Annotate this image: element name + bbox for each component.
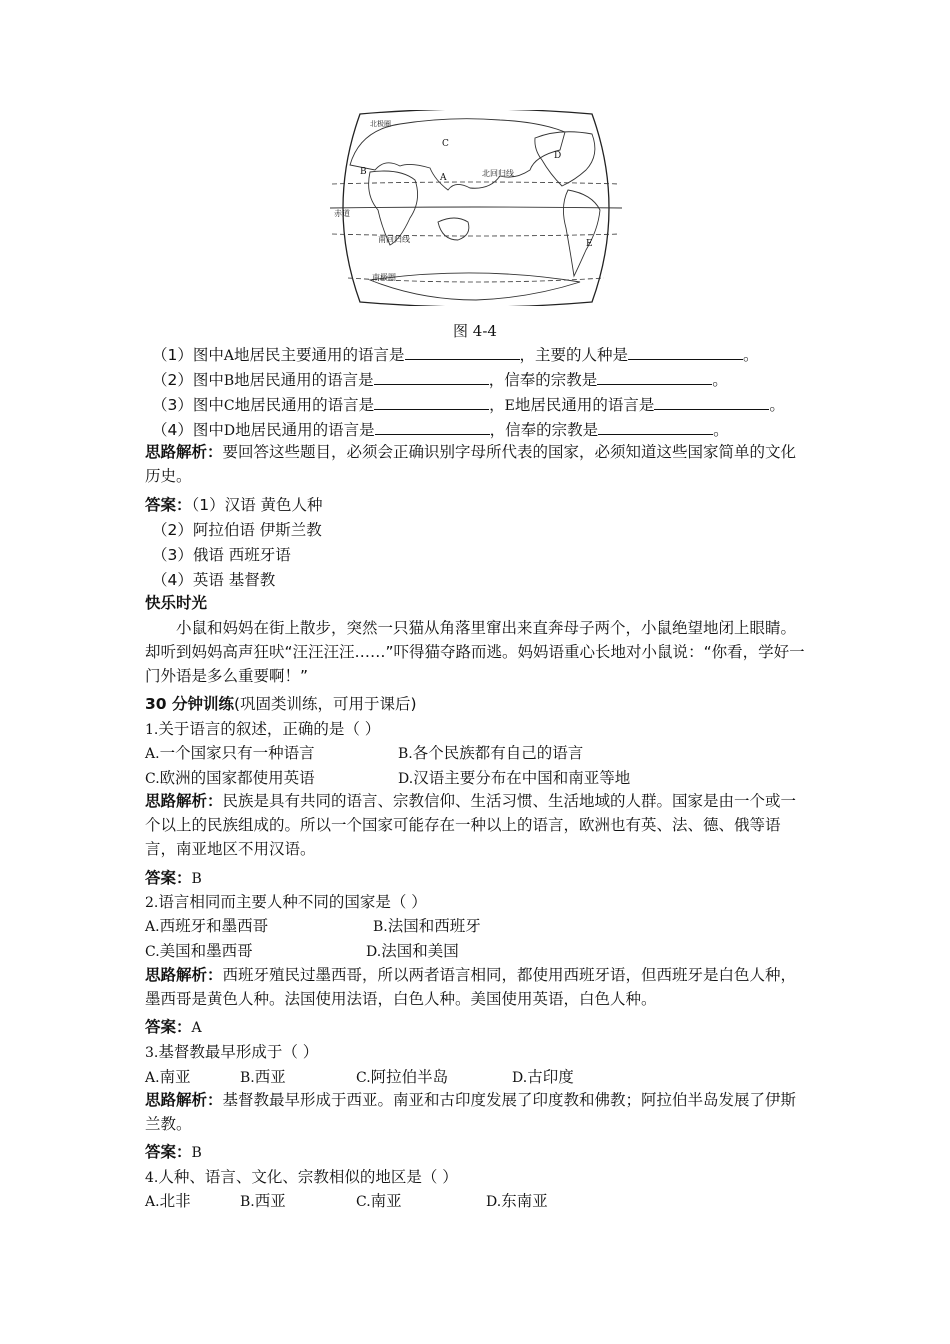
q1-analysis: 思路解析：民族是具有共同的语言、宗教信仰、生活习惯、生活地域的人群。国家是由一个或一个以上的民族组成的。所以一个国家可能存在一种以上的语言，欧洲也有英、法、德、俄等语言，南亚地区不用汉语。 [145,792,797,858]
happy-time-text: 小鼠和妈妈在街上散步，突然一只猫从角落里窜出来直奔母子两个，小鼠绝望地闭上眼睛。却听到妈妈高声狂吠“汪汪汪汪……”吓得猫夺路而逃。妈妈语重心长地对小鼠说：“你看，学好一门外语是多么重要啊！” [145,619,805,685]
answer-blank[interactable] [374,370,489,385]
q2-option-a[interactable]: A.西班牙和墨西哥 [145,917,269,935]
world-map [330,110,622,306]
question-4: 4.人种、语言、文化、宗教相似的地区是（ ） [145,1168,458,1186]
q2-option-b[interactable]: B.法国和西班牙 [373,917,481,935]
fill-question-1: （1）图中A地居民主要通用的语言是 ，主要的人种是 。 [152,346,759,364]
q3-option-a[interactable]: A.南亚 [145,1068,191,1086]
answer-blank[interactable] [405,345,520,360]
analysis-1: 思路解析：要回答这些题目，必须会正确识别字母所代表的国家，必须知道这些国家简单的文化历史。 [145,443,797,485]
q2-option-c[interactable]: C.美国和墨西哥 [145,942,253,960]
answer-blank[interactable] [374,395,489,410]
q1-answer: 答案：B [145,869,202,887]
label-south-tropic: 南回归线 [378,235,410,244]
q2-option-d[interactable]: D.法国和美国 [366,942,459,960]
answer-1-line-3: （3）俄语 西班牙语 [152,546,291,564]
question-1: 1.关于语言的叙述，正确的是（ ） [145,720,381,738]
q2-analysis: 思路解析：西班牙殖民过墨西哥，所以两者语言相同，都使用西班牙语，但西班牙是白色人种，墨西哥是黄色人种。法国使用法语，白色人种。美国使用英语，白色人种。 [145,966,797,1008]
answer-blank[interactable] [654,395,769,410]
fill-question-2: （2）图中B地居民通用的语言是 ，信奉的宗教是 。 [152,371,728,389]
figure-caption: 图 4-4 [453,322,497,340]
point-a: A [440,173,447,183]
label-arctic: 北极圈 [370,120,391,128]
question-3: 3.基督教最早形成于（ ） [145,1043,319,1061]
answer-blank[interactable] [375,420,490,435]
q4-option-a[interactable]: A.北非 [145,1192,191,1210]
fill-question-3: （3）图中C地居民通用的语言是 ，E地居民通用的语言是 。 [152,396,785,414]
q4-option-c[interactable]: C.南亚 [356,1192,402,1210]
q1-option-d[interactable]: D.汉语主要分布在中国和南亚等地 [398,769,631,787]
answer-1-line-4: （4）英语 基督教 [152,571,276,589]
label-antarctic: 南极圈 [372,273,396,282]
label-equator: 赤道 [334,209,350,218]
point-e: E [586,239,593,249]
q1-option-a[interactable]: A.一个国家只有一种语言 [145,744,315,762]
answer-1-line-2: （2）阿拉伯语 伊斯兰教 [152,521,322,539]
q3-option-b[interactable]: B.西亚 [240,1068,286,1086]
happy-time-title: 快乐时光 [145,594,208,612]
answer-blank[interactable] [628,345,743,360]
q1-option-c[interactable]: C.欧洲的国家都使用英语 [145,769,315,787]
answer-1: 答案：（1）汉语 黄色人种 [145,496,323,514]
q4-option-b[interactable]: B.西亚 [240,1192,286,1210]
label-north-tropic: 北回归线 [482,169,514,178]
q1-option-b[interactable]: B.各个民族都有自己的语言 [398,744,584,762]
answer-blank[interactable] [597,370,712,385]
q3-option-d[interactable]: D.古印度 [512,1068,574,1086]
q4-option-d[interactable]: D.东南亚 [486,1192,548,1210]
training-heading: 30 分钟训练(巩固类训练，可用于课后) [145,695,417,713]
answer-blank[interactable] [598,420,713,435]
q2-answer: 答案：A [145,1018,202,1036]
point-c: C [442,139,449,149]
q3-answer: 答案：B [145,1143,202,1161]
q3-analysis: 思路解析：基督教最早形成于西亚。南亚和古印度发展了印度教和佛教；阿拉伯半岛发展了伊斯兰教。 [145,1091,797,1133]
point-b: B [360,167,367,177]
q3-option-c[interactable]: C.阿拉伯半岛 [356,1068,449,1086]
question-2: 2.语言相同而主要人种不同的国家是（ ） [145,893,427,911]
point-d: D [554,151,562,161]
fill-question-4: （4）图中D地居民通用的语言是 ，信奉的宗教是 。 [152,421,729,439]
